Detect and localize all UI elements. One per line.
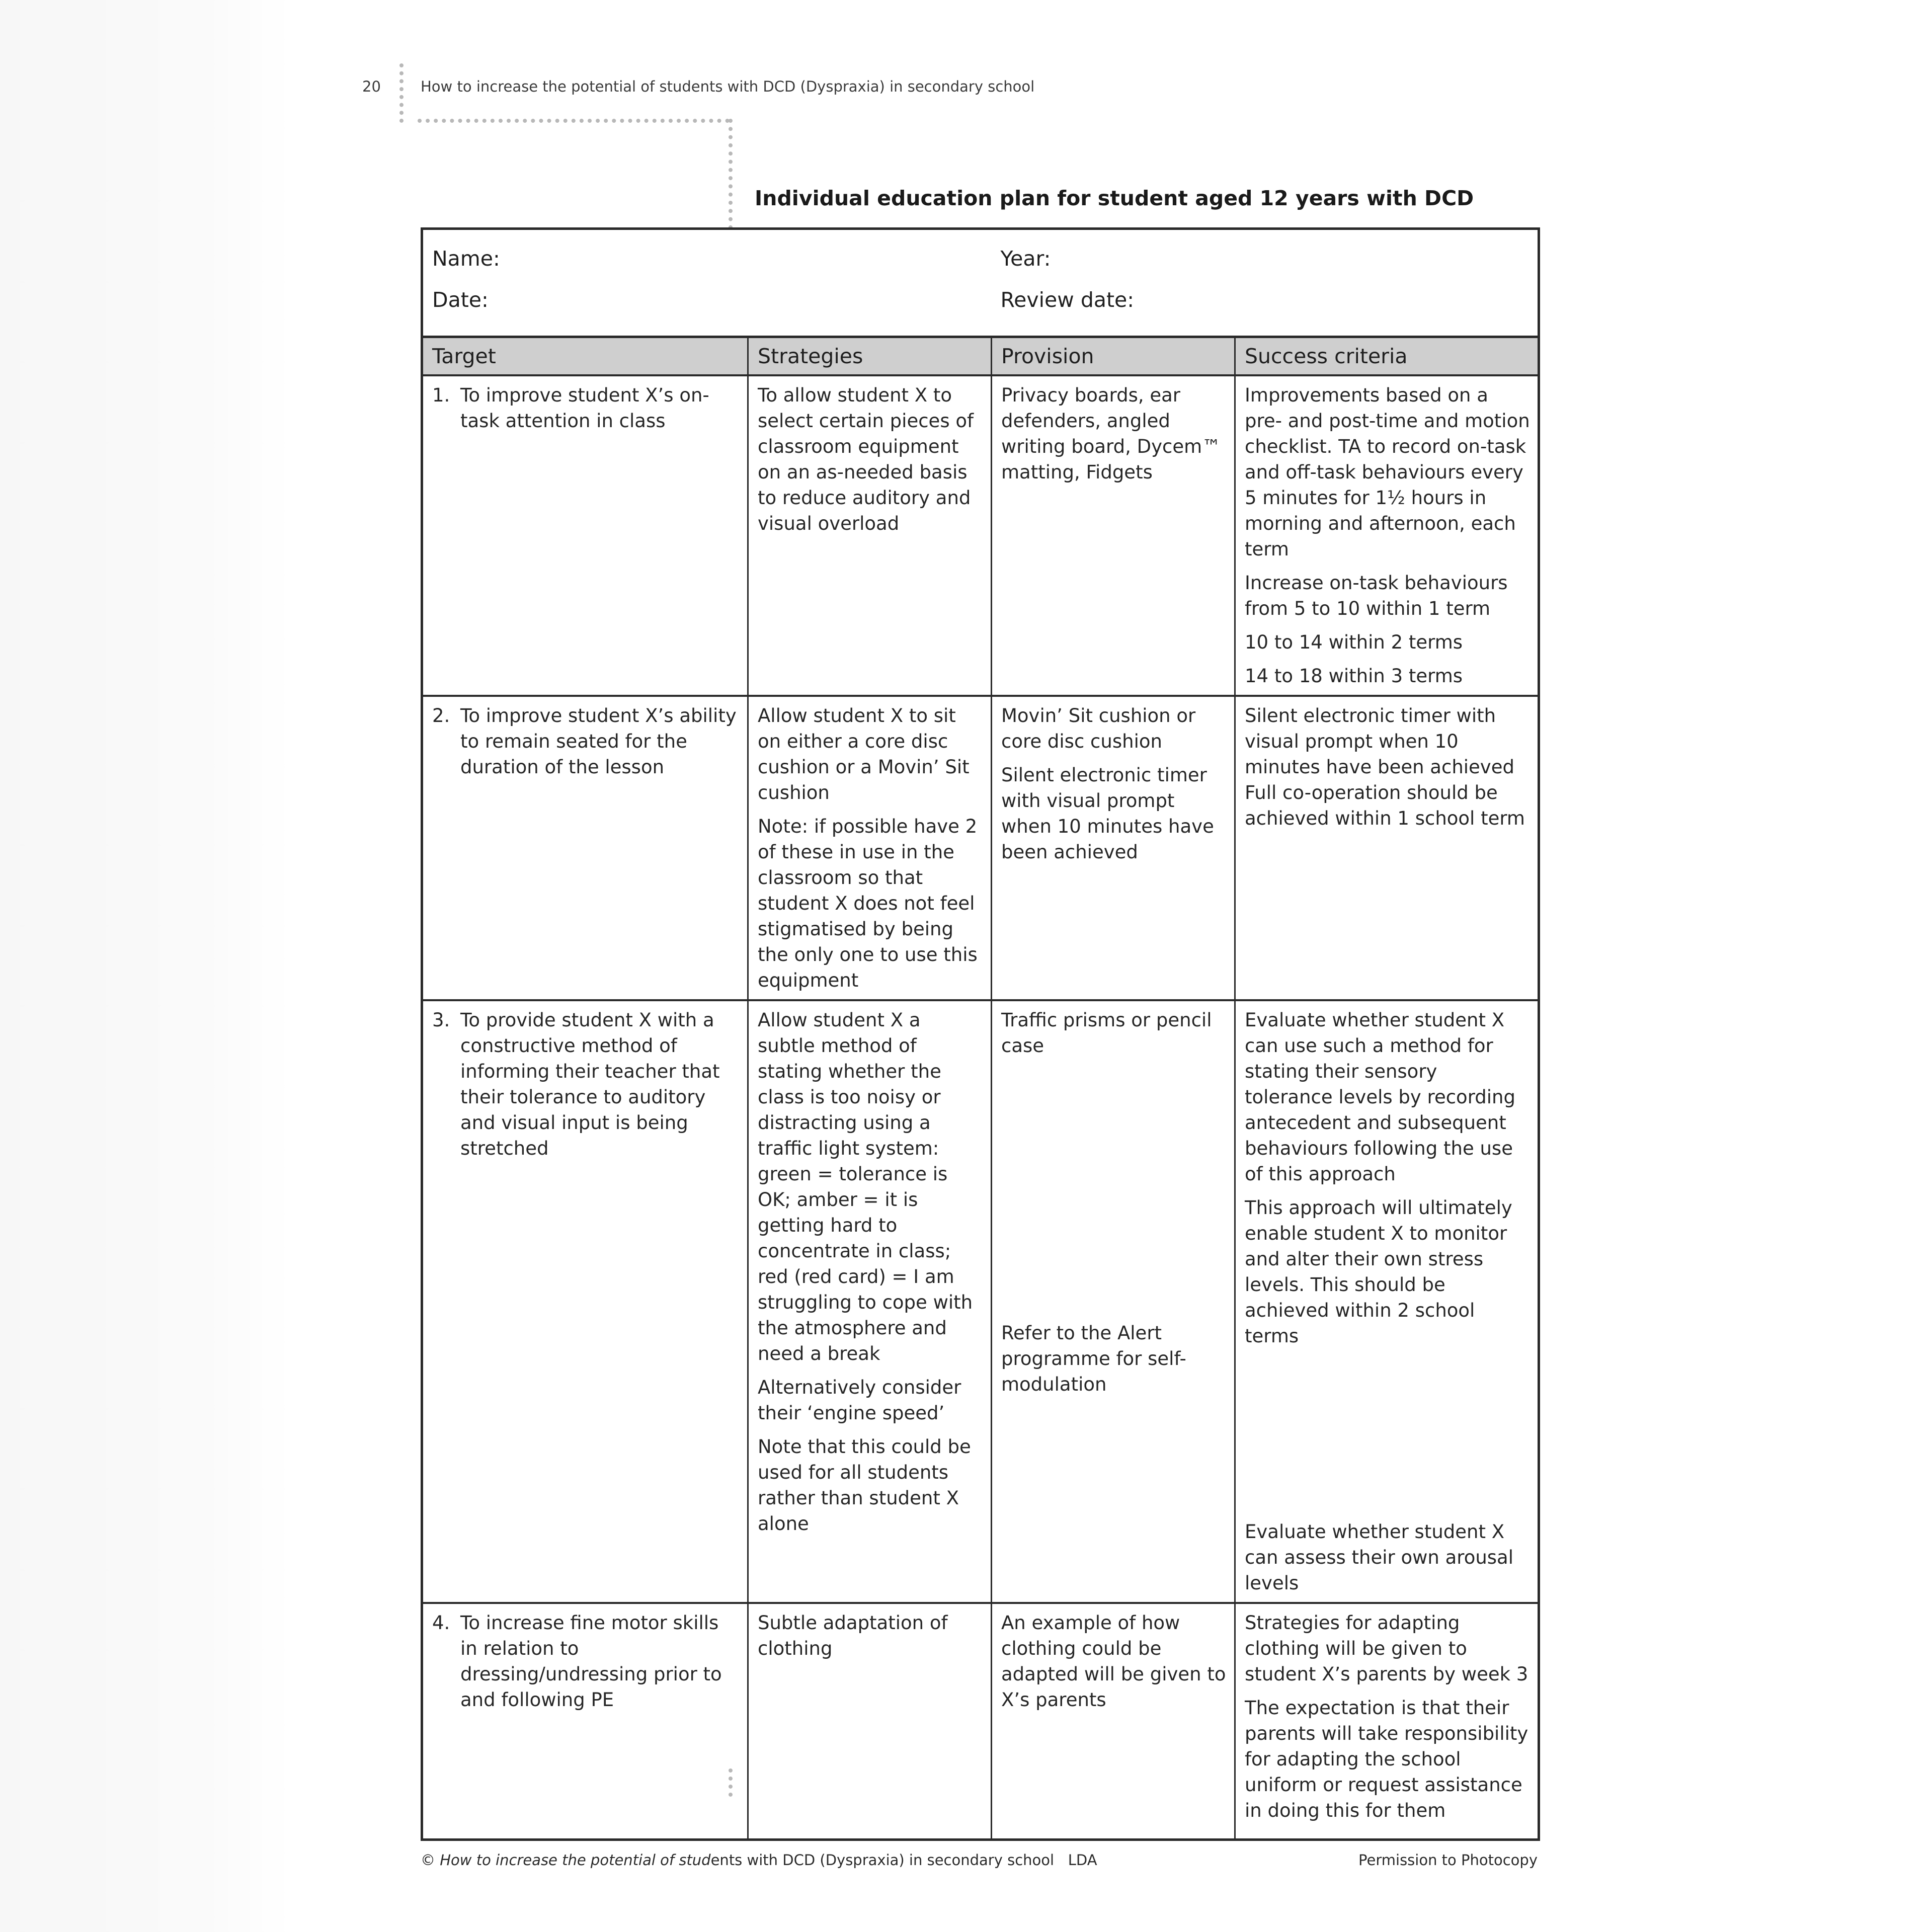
target-cell <box>422 1603 748 1839</box>
provision-text: Refer to the Alert programme for self-modulation <box>1001 1322 1186 1395</box>
column-header-row <box>422 337 1539 376</box>
table-bottom-dotted-rule <box>729 1768 733 1797</box>
strategy-text: Allow student X a subtle method of stating whether the class is too noisy or distracting using a traffic light system: green = tolerance is OK; amber = it is getting hard to concentrate in class; red (red card) = I am struggling to cope with the atmosphere and need a break <box>758 1009 973 1364</box>
success-text: The expectation is that their parents will take responsibility for adapting the school uniform or request assistance in doing this for them <box>1245 1697 1528 1821</box>
target-number: 2. <box>432 705 450 727</box>
provision-text: Privacy boards, ear defenders, angled writing board, Dycem™ matting, Fidgets <box>1001 384 1221 483</box>
provision-text: Traffic prisms or pencil case <box>1001 1009 1212 1057</box>
column-header-provision: Provision <box>992 337 1235 376</box>
target-text: To increase fine motor skills in relation to dressing/undressing prior to and following PE <box>460 1612 722 1711</box>
iep-table <box>421 227 1540 1841</box>
page-number: 20 <box>362 78 381 95</box>
provision-text: An example of how clothing could be adapted will be given to X’s parents <box>1001 1612 1226 1711</box>
target-cell <box>422 375 748 696</box>
header-dotted-rule-horizontal <box>418 119 730 123</box>
target-cell <box>422 696 748 1000</box>
success-text: 14 to 18 within 3 terms <box>1245 665 1463 687</box>
student-info-right <box>992 229 1539 337</box>
footer-citation <box>421 1852 1097 1869</box>
target-number: 3. <box>432 1009 450 1031</box>
page-gutter-shade <box>0 0 292 1932</box>
header-dotted-rule-vertical <box>399 63 404 123</box>
success-criteria-cell <box>1235 375 1539 696</box>
target-number: 4. <box>432 1612 450 1634</box>
provision-cell <box>992 1603 1235 1839</box>
strategies-cell <box>748 696 992 1000</box>
column-header-success-criteria: Success criteria <box>1235 337 1539 376</box>
strategy-note: Note that this could be used for all students rather than student X alone <box>758 1436 971 1535</box>
provision-text: Silent electronic timer with visual prompt when 10 minutes have been achieved <box>1001 764 1214 863</box>
provision-cell <box>992 375 1235 696</box>
success-criteria-cell <box>1235 696 1539 1000</box>
success-text: Increase on-task behaviours from 5 to 10 within 1 term <box>1245 572 1508 619</box>
copyright-symbol: © <box>421 1852 435 1869</box>
provision-text: Movin’ Sit cushion or core disc cushion <box>1001 705 1196 752</box>
review-date-label: Review date: <box>1000 288 1135 312</box>
success-text: Improvements based on a pre- and post-time and motion checklist. TA to record on-task and off-task behaviours every 5 minutes for 1½ hours in morning and afternoon, each term <box>1245 384 1530 560</box>
target-text: To improve student X’s ability to remain seated for the duration of the lesson <box>460 705 737 778</box>
title-dotted-rule <box>729 119 733 229</box>
column-header-strategies: Strategies <box>748 337 992 376</box>
target-cell <box>422 1000 748 1603</box>
success-text: Evaluate whether student X can assess their own arousal levels <box>1245 1521 1514 1594</box>
strategy-text: Subtle adaptation of clothing <box>758 1612 948 1659</box>
strategies-cell <box>748 1000 992 1603</box>
table-row <box>422 696 1539 1000</box>
footer-permission: Permission to Photocopy <box>1358 1852 1538 1869</box>
strategies-cell <box>748 375 992 696</box>
footer-book-title: How to increase the potential of stud <box>440 1852 711 1869</box>
table-row <box>422 1603 1539 1839</box>
strategies-cell <box>748 1603 992 1839</box>
student-info-row <box>422 229 1539 337</box>
page-title: Individual education plan for student aged 12 years with DCD <box>755 186 1474 210</box>
success-text: Evaluate whether student X can use such a method for stating their sensory tolerance levels by recording antecedent and subsequent behaviours following the use of this approach <box>1245 1009 1515 1185</box>
success-criteria-cell <box>1235 1000 1539 1603</box>
strategy-text: Alternatively consider their ‘engine speed’ <box>758 1377 961 1424</box>
success-text: Strategies for adapting clothing will be given to student X’s parents by week 3 <box>1245 1612 1528 1685</box>
target-number: 1. <box>432 384 450 406</box>
table-row <box>422 375 1539 696</box>
student-info-left <box>422 229 992 337</box>
table-row <box>422 1000 1539 1603</box>
year-label: Year: <box>1000 247 1051 271</box>
target-text: To provide student X with a constructive method of informing their teacher that their tolerance to auditory and visual input is being stretched <box>460 1009 720 1159</box>
footer-publisher: LDA <box>1068 1852 1097 1869</box>
success-text: This approach will ultimately enable student X to monitor and alter their own stress levels. This should be achieved within 2 school terms <box>1245 1197 1512 1347</box>
success-text: 10 to 14 within 2 terms <box>1245 631 1463 653</box>
name-label: Name: <box>432 247 500 271</box>
success-criteria-cell <box>1235 1603 1539 1839</box>
strategy-text: To allow student X to select certain pieces of classroom equipment on an as-needed basis to reduce auditory and visual overload <box>758 384 974 534</box>
target-text: To improve student X’s on-task attention in class <box>460 384 709 432</box>
column-header-target: Target <box>422 337 748 376</box>
footer-book-title-rest: ents with DCD (Dyspraxia) in secondary school <box>710 1852 1055 1869</box>
success-text: Silent electronic timer with visual prompt when 10 minutes have been achieved Full co-operation should be achieved within 1 school term <box>1245 705 1525 829</box>
strategy-note: Note: if possible have 2 of these in use in the classroom so that student X does not feel stigmatised by being the only one to use this equipment <box>758 816 978 991</box>
date-label: Date: <box>432 288 489 312</box>
provision-cell <box>992 696 1235 1000</box>
running-title: How to increase the potential of students with DCD (Dyspraxia) in secondary school <box>421 78 1035 95</box>
strategy-text: Allow student X to sit on either a core disc cushion or a Movin’ Sit cushion <box>758 705 970 803</box>
provision-cell <box>992 1000 1235 1603</box>
